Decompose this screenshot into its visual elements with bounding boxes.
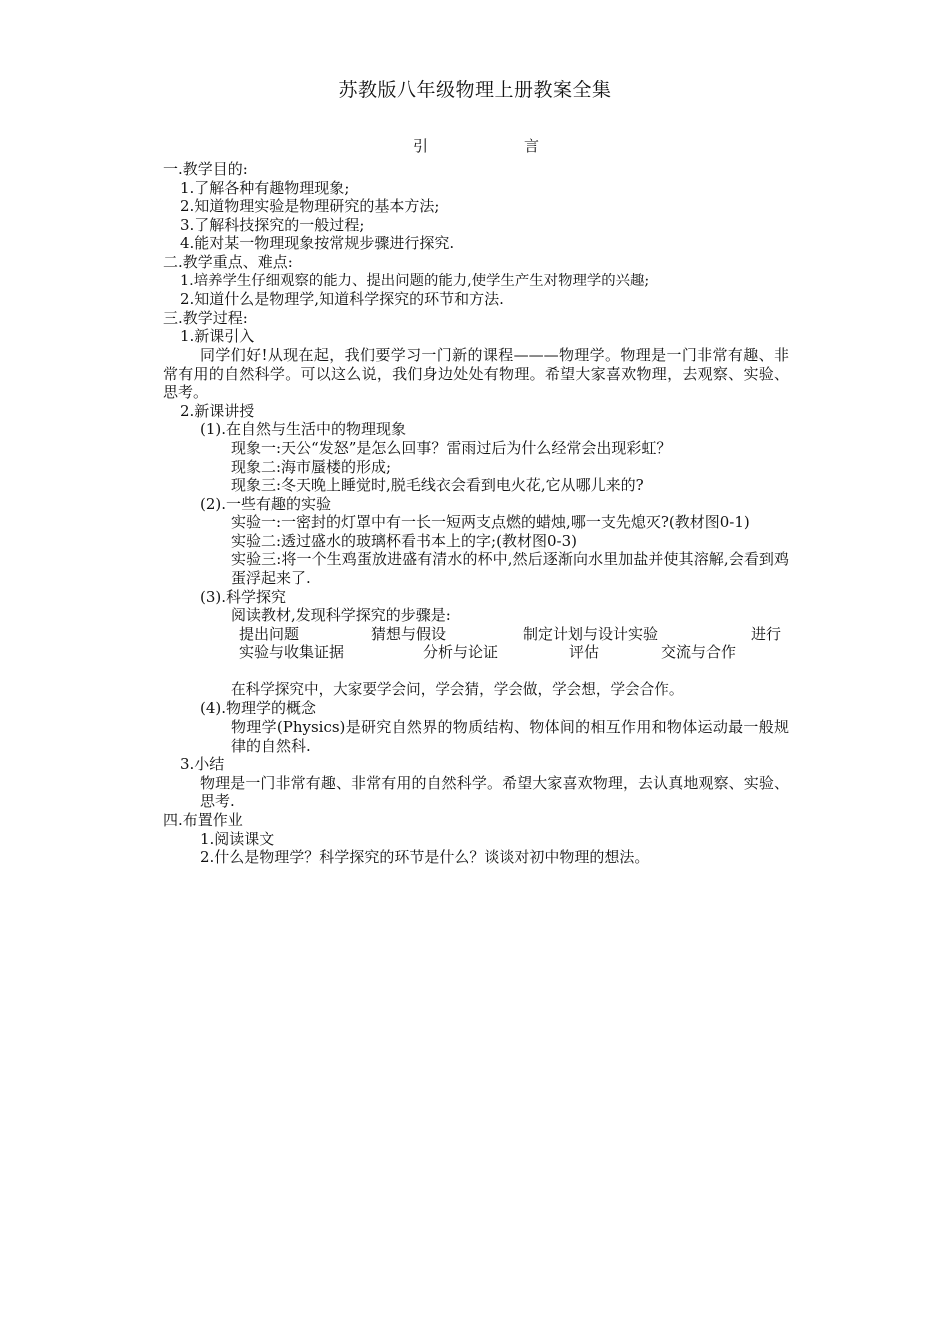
list-item: 2.知道什么是物理学,知道科学探究的环节和方法. <box>180 290 504 309</box>
list-item: 在科学探究中，大家要学会问，学会猜，学会做，学会想，学会合作。 <box>231 680 684 698</box>
subtitle-right-char: 言 <box>524 137 540 155</box>
part-heading: (4).物理学的概念 <box>200 699 317 718</box>
spacer <box>163 662 789 681</box>
section-heading: 二.教学重点、难点: <box>163 252 293 271</box>
paragraph: 实验一:一密封的灯罩中有一长一短两支点燃的蜡烛,哪一支先熄灭?(教材图0-1) <box>231 513 750 532</box>
list-item: 2.知道物理实验是物理研究的基本方法; <box>180 197 440 216</box>
inquiry-steps <box>231 625 789 662</box>
section-heading: 三.教学过程: <box>163 308 248 327</box>
list-item: 2.什么是物理学？科学探究的环节是什么？谈谈对初中物理的想法。 <box>200 848 650 867</box>
step-label: 实验与收集证据 <box>239 643 345 662</box>
list-item: 4.能对某一物理现象按常规步骤进行探究. <box>180 234 455 253</box>
list-item: 1.培养学生仔细观察的能力、提出问题的能力,使学生产生对物理学的兴趣; <box>180 272 650 289</box>
subsection-heading: 1.新课引入 <box>180 327 255 346</box>
section-heading: 四.布置作业 <box>163 811 243 829</box>
part-heading: (3).科学探究 <box>200 587 287 606</box>
step-label: 制定计划与设计实验 <box>523 624 659 643</box>
list-item: 阅读教材,发现科学探究的步骤是: <box>231 606 451 625</box>
list-item: 1.阅读课文 <box>200 829 275 848</box>
step-label: 分析与论证 <box>423 643 499 662</box>
list-item: 现象二:海市蜃楼的形成; <box>231 457 392 476</box>
list-item: 3.了解科技探究的一般过程; <box>180 215 365 234</box>
step-label: 评估 <box>569 643 600 662</box>
list-item: 1.了解各种有趣物理现象; <box>180 178 350 197</box>
step-label: 交流与合作 <box>661 643 737 662</box>
subsection-heading: 2.新课讲授 <box>180 401 255 420</box>
step-label: 提出问题 <box>239 624 300 643</box>
paragraph: 物理是一门非常有趣、非常有用的自然科学。希望大家喜欢物理，去认真地观察、实验、思考. <box>200 773 789 811</box>
paragraph: 实验三:将一个生鸡蛋放进盛有清水的杯中,然后逐渐向水里加盐并使其溶解,会看到鸡蛋浮起来了. <box>231 550 789 588</box>
part-heading: (2).一些有趣的实验 <box>200 494 332 513</box>
step-label: 猜想与假设 <box>371 624 447 643</box>
subsection-heading: 3.小结 <box>180 755 225 774</box>
list-item: 现象三:冬天晚上睡觉时,脱毛线衣会看到电火花,它从哪儿来的? <box>231 476 644 495</box>
step-label: 进行 <box>751 624 782 643</box>
paragraph: 物理学(Physics)是研究自然界的物质结构、物体间的相互作用和物体运动最一般规律的自然科. <box>231 718 789 755</box>
paragraph: 同学们好!从现在起，我们要学习一门新的课程———物理学。物理是一门非常有趣、非常有用的自然科学。可以这么说，我们身边处处有物理。希望大家喜欢物理，去观察、实验、思考。 <box>163 345 789 402</box>
list-item: 现象一:天公“发怒”是怎么回事？雷雨过后为什么经常会出现彩虹？ <box>231 438 672 457</box>
part-heading: (1).在自然与生活中的物理现象 <box>200 420 407 439</box>
document-body <box>163 160 789 867</box>
section-heading: 一.教学目的: <box>163 160 248 178</box>
subtitle-left-char: 引 <box>413 137 429 155</box>
document-title: 苏教版八年级物理上册教案全集 <box>338 79 612 101</box>
list-item: 实验二:透过盛水的玻璃杯看书本上的字;(教材图0-3) <box>231 531 577 550</box>
